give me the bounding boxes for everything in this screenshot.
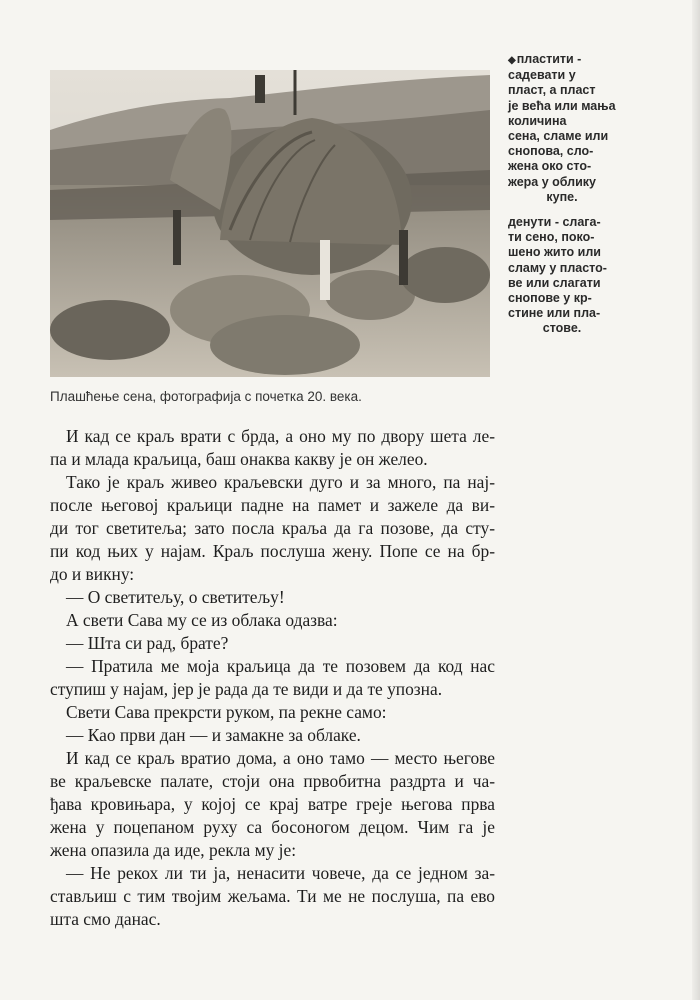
glossary-line: ве или слагати <box>508 275 601 290</box>
haystack-photo-icon <box>50 70 490 377</box>
story-line: ди тог светитеља; зато посла краља да га позове, да сту- <box>50 518 495 538</box>
glossary-line: стове. <box>542 321 582 336</box>
glossary-line: пласт, а пласт <box>508 83 596 98</box>
glossary-line: жера у облику <box>508 174 597 189</box>
story-line: жена опазила да иде, рекла му је: <box>50 840 297 860</box>
story-line: ђава кровињара, у којој се крај ватре греје његова прва <box>50 794 495 814</box>
glossary-entry-plastiti <box>508 52 616 205</box>
story-line: Тако је краљ живео краљевски дуго и за много, па нај- <box>66 472 495 492</box>
story-line: стављиш с тим твојим жељама. Ти ме не послуша, па ево <box>50 886 495 906</box>
glossary-line: количина <box>508 113 567 128</box>
story-line: — Као први дан — и замакне за облаке. <box>66 725 361 745</box>
story-line: А свети Сава му се из облака одазва: <box>66 610 338 630</box>
glossary-line: снопова, сло- <box>508 144 594 159</box>
story-line: ступиш у најам, јер је рада да те види и да те упозна. <box>50 679 443 699</box>
story-line: — О светитељу, о светитељу! <box>66 587 285 607</box>
story-line: Свети Сава прекрсти руком, па рекне само: <box>66 702 387 722</box>
story-line: после његовој краљици падне на памет и зажеле да ви- <box>50 495 495 515</box>
glossary-term: пластити - <box>516 52 582 66</box>
page-edge <box>692 0 700 1000</box>
glossary-line: шено жито или <box>508 245 601 260</box>
glossary-line <box>508 52 616 68</box>
story-line: шта смо данас. <box>50 909 161 929</box>
story-line: — Шта си рад, брате? <box>66 633 229 653</box>
glossary-line: је већа или мањa <box>508 98 616 113</box>
story-line: жена у поцепаном руху са босоногом децом. Чим га је <box>50 817 495 837</box>
glossary-line: ти сено, поко- <box>508 230 595 245</box>
story-line: — Пратила ме моја краљица да те позовем да код нас <box>66 656 495 676</box>
story-line: — Не рекох ли ти ја, ненасити човече, да се једном за- <box>66 863 495 883</box>
story-line: И кад се краљ врати с брда, а оно му по двору шета ле- <box>66 426 495 446</box>
photo-caption: Плашћење сена, фотографија с почетка 20. века. <box>50 389 362 404</box>
glossary-line: сламу у пласто- <box>508 260 607 275</box>
story-line: до и викну: <box>50 564 135 584</box>
glossary-entry-denuti <box>508 215 616 337</box>
glossary-line: купе. <box>546 189 578 204</box>
glossary-line: стине или пла- <box>508 306 601 321</box>
haystack-photo <box>50 70 490 377</box>
story-line: пи код њих у најам. Краљ послуша жену. Попе се на бр- <box>50 541 495 561</box>
glossary-line: сена, сламе или <box>508 129 609 144</box>
story-line: ве краљевске палате, стоји она првобитна раздрта и ча- <box>50 771 495 791</box>
glossary-line: денути - слага- <box>508 215 601 230</box>
glossary-line: жена око сто- <box>508 159 592 174</box>
glossary-line: снопове у кр- <box>508 291 592 306</box>
story-text <box>50 425 495 931</box>
story-line: па и млада краљица, баш онаква какву је он желео. <box>50 449 428 469</box>
story-line: И кад се краљ вратио дома, а оно тамо — место његове <box>66 748 495 768</box>
glossary-sidebar <box>508 52 616 347</box>
glossary-line: садевати у <box>508 68 576 83</box>
diamond-bullet-icon: ◆ <box>508 55 516 66</box>
